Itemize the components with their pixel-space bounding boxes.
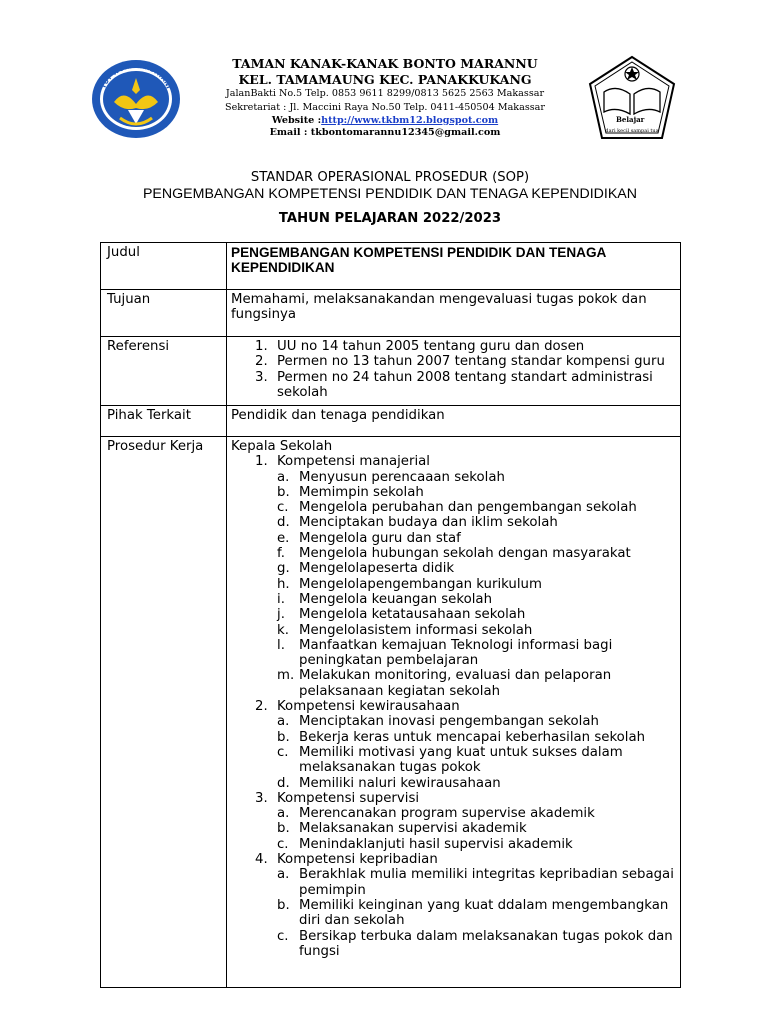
prosedur-heading: Kepala Sekolah <box>231 439 333 454</box>
website-line <box>190 115 580 127</box>
website-label: Website : <box>271 115 322 126</box>
competency-list <box>231 470 680 699</box>
row-prosedur-kerja <box>101 437 681 988</box>
list-item: m. Melakukan monitoring, evaluasi dan pelaporan pelaksanaan kegiatan sekolah <box>277 668 612 699</box>
list-item: j. Mengelola ketatausahaan sekolah <box>277 607 526 623</box>
doc-subtitle: PENGEMBANGAN KOMPETENSI PENDIDIK DAN TENAGA KEPENDIDIKAN <box>142 186 638 202</box>
competency-list <box>231 806 680 852</box>
list-item: 1. UU no 14 tahun 2005 tentang guru dan dosen <box>255 339 585 354</box>
list-item: f. Mengelola hubungan sekolah dengan masyarakat <box>277 546 631 562</box>
list-item: c. Memiliki motivasi yang kuat untuk sukses dalam melaksanakan tugas pokok <box>277 744 623 776</box>
referensi-list <box>231 339 680 400</box>
left-logo-text: TUT WURI HANDAYANI <box>99 61 173 90</box>
list-item: d. Menciptakan budaya dan iklim sekolah <box>277 515 558 531</box>
value-tujuan: Memahami, melaksanakandan mengevaluasi tugas pokok dan fungsinya <box>227 290 681 337</box>
value-pihak-terkait: Pendidik dan tenaga pendidikan <box>227 406 681 437</box>
school-address: JalanBakti No.5 Telp. 0853 9611 8299/0813 5625 2563 Makassar <box>225 88 545 99</box>
tut-wuri-handayani-logo-icon <box>90 58 182 140</box>
secretariat-address: Sekretariat : Jl. Maccini Raya No.50 Telp. 0411-450504 Makassar <box>225 102 545 113</box>
list-item: d. Memiliki naluri kewirausahaan <box>277 775 501 791</box>
row-tujuan <box>101 290 681 337</box>
competency-heading: 4. Kompetensi kepribadian <box>255 852 438 868</box>
label-referensi: Referensi <box>101 337 227 406</box>
list-item: e. Mengelola guru dan staf <box>277 530 461 546</box>
list-item: h. Mengelolapengembangan kurikulum <box>277 576 542 592</box>
website-link[interactable]: http://www.tkbm12.blogspot.com <box>321 115 499 126</box>
row-referensi <box>101 337 681 406</box>
label-judul: Judul <box>101 243 227 290</box>
school-name: TAMAN KANAK-KANAK BONTO MARANNU <box>232 56 538 71</box>
list-item: a. Menyusun perencaaan sekolah <box>277 469 505 485</box>
competency-heading: 2. Kompetensi kewirausahaan <box>255 699 460 715</box>
doc-year: TAHUN PELAJARAN 2022/2023 <box>278 211 502 226</box>
list-item: b. Melaksanakan supervisi akademik <box>277 821 527 837</box>
list-item: a. Merencanakan program supervise akademik <box>277 806 595 822</box>
list-item: b. Memiliki keinginan yang kuat ddalam mengembangkan diri dan sekolah <box>277 897 669 929</box>
doc-title: STANDAR OPERASIONAL PROSEDUR (SOP) <box>250 170 530 185</box>
email-line: Email : tkbontomarannu12345@gmail.com <box>269 127 501 138</box>
value-judul: PENGEMBANGAN KOMPETENSI PENDIDIK DAN TENAGA KEPENDIDIKAN <box>227 243 681 290</box>
competency-heading: 3. Kompetensi supervisi <box>255 790 420 806</box>
school-emblem-icon <box>586 54 678 142</box>
list-item: l. Manfaatkan kemajuan Teknologi informasi bagi peningkatan pembelajaran <box>277 637 613 669</box>
value-referensi <box>227 337 681 406</box>
list-item: c. Mengelola perubahan dan pengembangan sekolah <box>277 500 637 516</box>
list-item: a. Menciptakan inovasi pengembangan sekolah <box>277 714 599 730</box>
competency-heading: 1. Kompetensi manajerial <box>255 454 430 470</box>
list-item: k. Mengelolasistem informasi sekolah <box>277 622 533 638</box>
right-logo-text-1: Belajar <box>616 115 645 124</box>
row-judul <box>101 243 681 290</box>
letterhead <box>0 52 768 142</box>
competency-list <box>231 867 680 959</box>
list-item: a. Berakhlak mulia memiliki integritas kepribadian sebagai pemimpin <box>277 867 674 898</box>
list-item: c. Menindaklanjuti hasil supervisi akademik <box>277 836 573 852</box>
list-item: i. Mengelola keuangan sekolah <box>277 591 492 607</box>
list-item: 3. Permen no 24 tahun 2008 tentang standart administrasi sekolah <box>255 369 653 400</box>
prosedur-groups <box>231 454 680 959</box>
sop-table <box>100 242 681 988</box>
list-item: g. Mengelolapeserta didik <box>277 561 455 577</box>
list-item: 2. Permen no 13 tahun 2007 tentang standar kompensi guru <box>255 354 665 370</box>
label-tujuan: Tujuan <box>101 290 227 337</box>
value-prosedur-kerja <box>227 437 681 988</box>
competency-list <box>231 714 680 790</box>
letterhead-text <box>190 56 580 139</box>
row-pihak-terkait <box>101 406 681 437</box>
list-item: b. Memimpin sekolah <box>277 484 424 500</box>
school-district: KEL. TAMAMAUNG KEC. PANAKKUKANG <box>238 72 532 87</box>
label-pihak-terkait: Pihak Terkait <box>101 406 227 437</box>
label-prosedur-kerja: Prosedur Kerja <box>101 437 227 988</box>
list-item: c. Bersikap terbuka dalam melaksanakan tugas pokok dan fungsi <box>277 928 673 959</box>
list-item: b. Bekerja keras untuk mencapai keberhasilan sekolah <box>277 729 646 745</box>
right-logo-text-2: dari kecil sampai tua <box>605 128 659 134</box>
